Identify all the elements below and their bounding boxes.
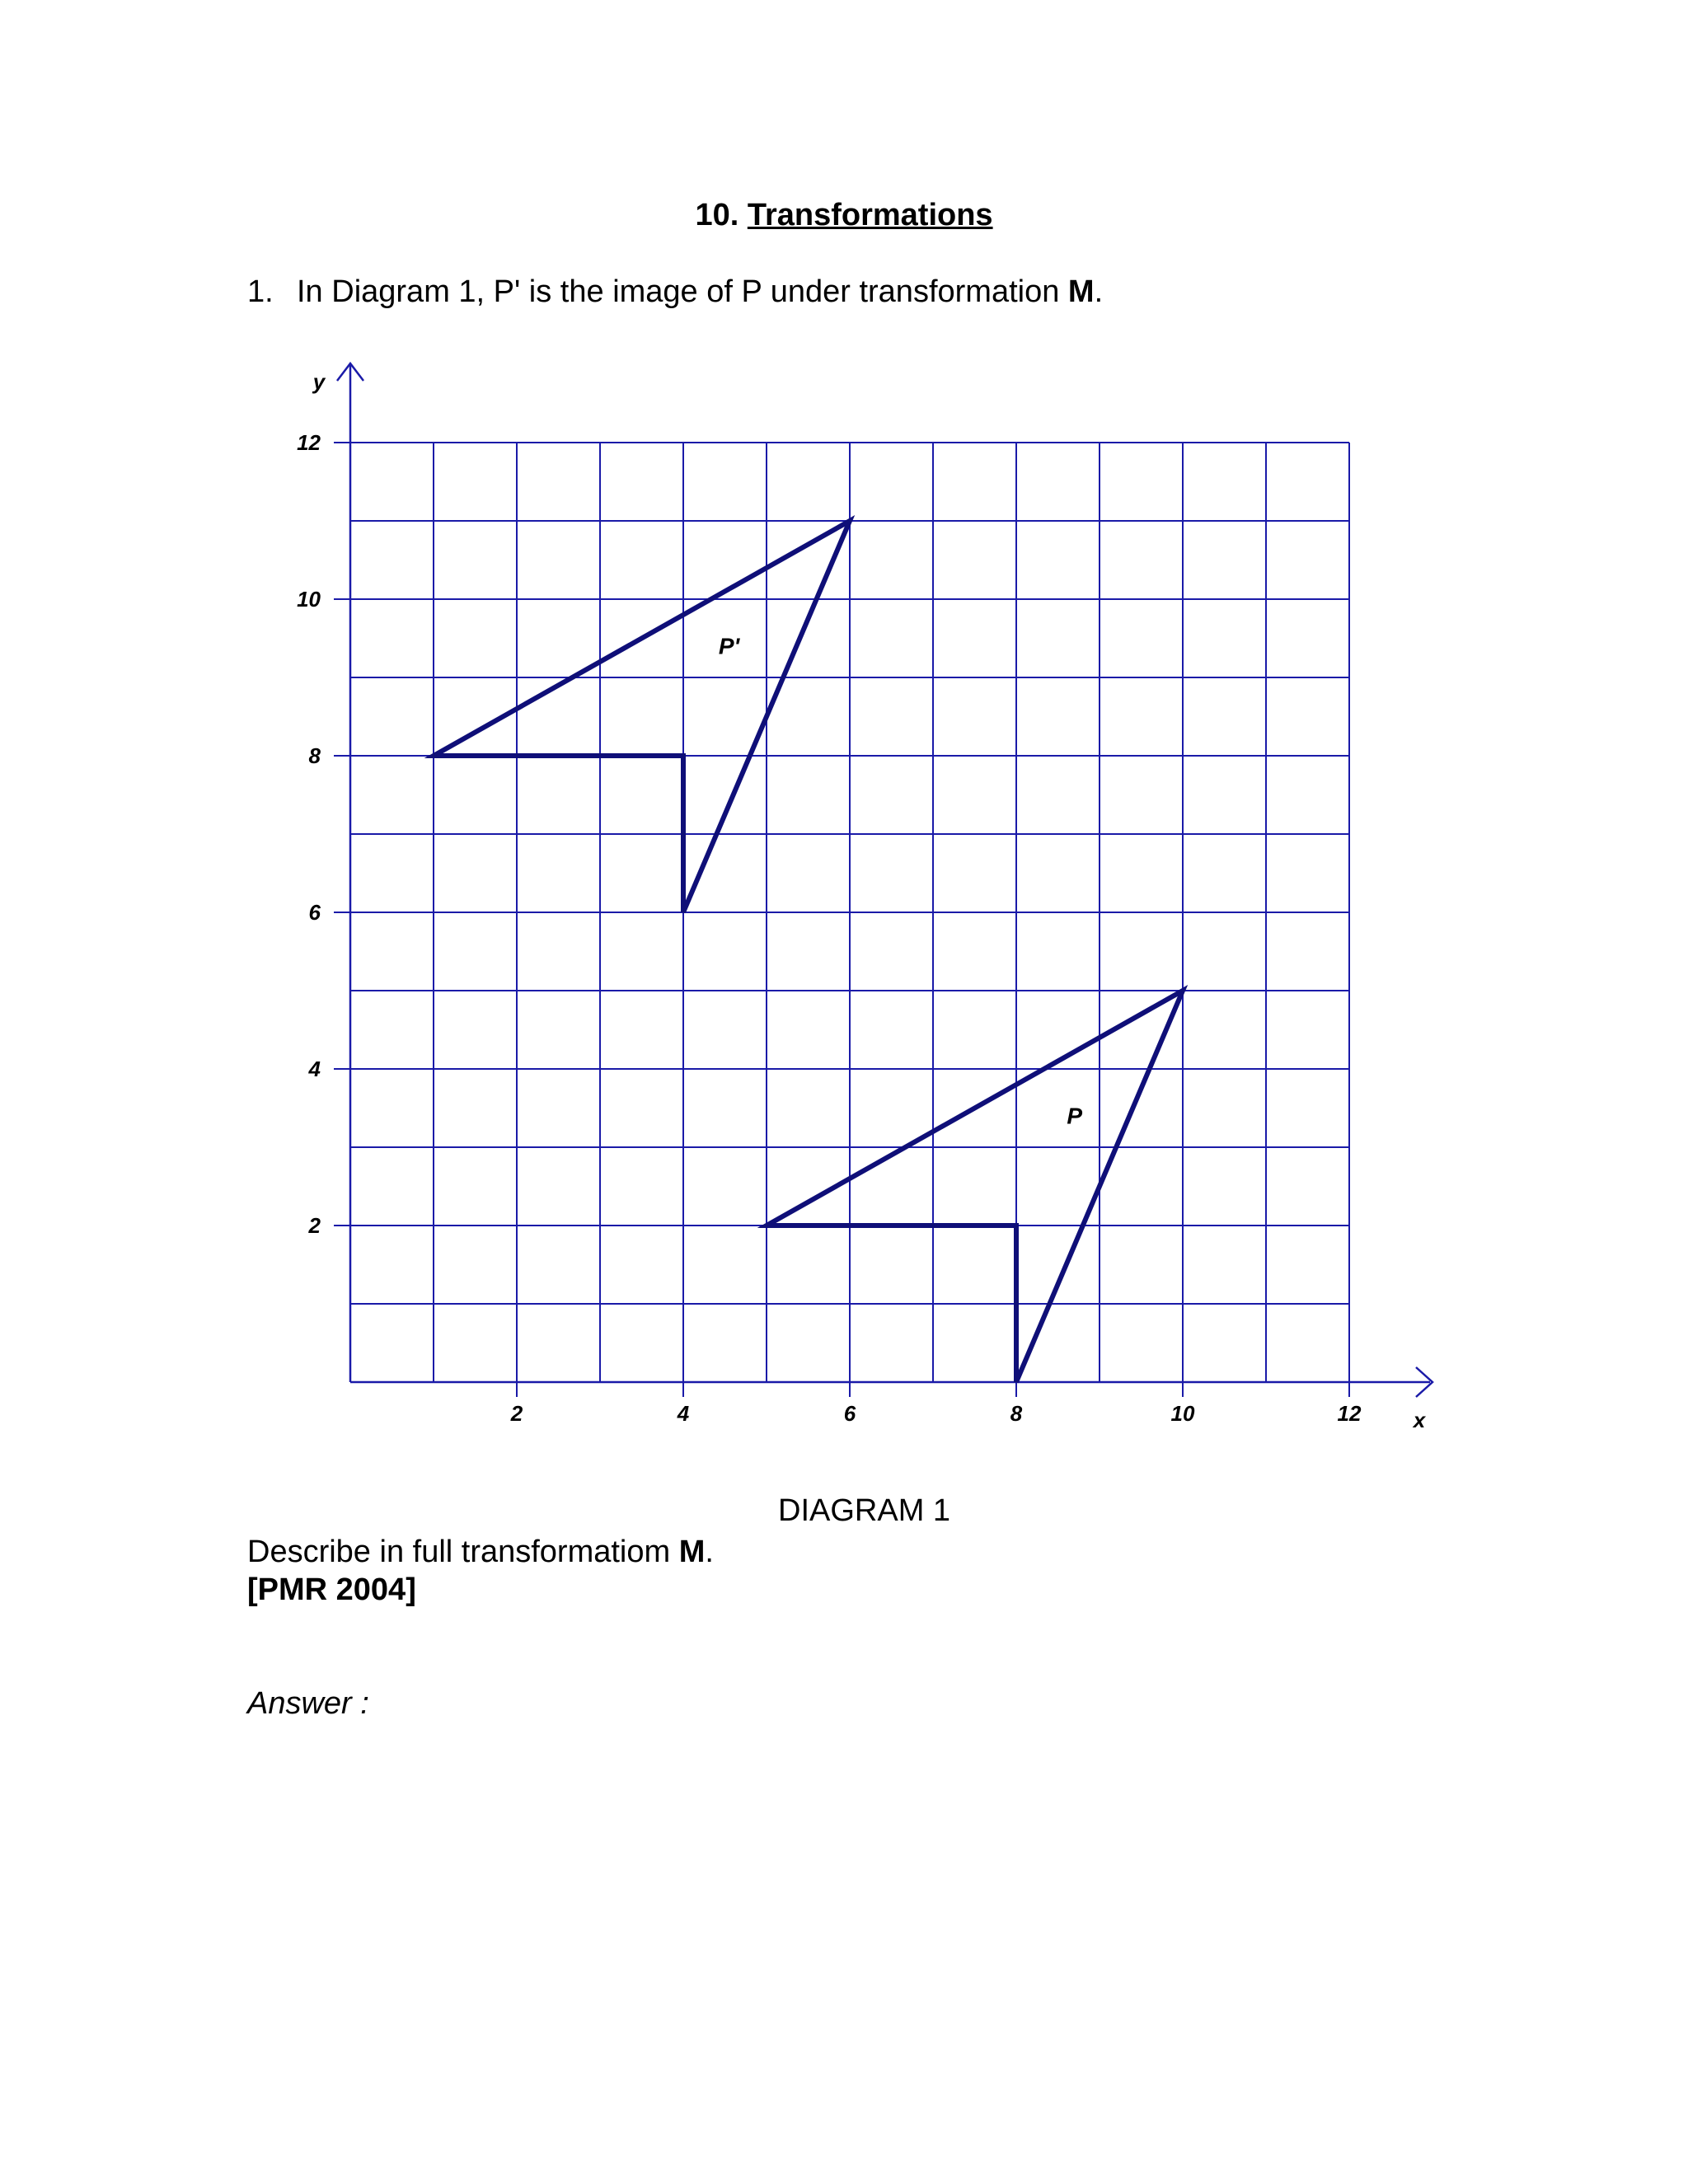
question-transformation-name: M: [1067, 274, 1095, 309]
task-period: .: [705, 1535, 714, 1569]
y-tick-label: 12: [297, 430, 321, 455]
question-period: .: [1094, 274, 1104, 309]
shape-p-prime: [434, 521, 850, 912]
question-text: In Diagram 1, P' is the image of P under transformation: [297, 274, 1068, 309]
y-tick-label: 2: [308, 1213, 321, 1238]
x-tick-label: 4: [677, 1401, 690, 1426]
shape-p-label: P: [1067, 1103, 1083, 1129]
y-axis-label: y: [312, 369, 326, 394]
exam-source: [PMR 2004]: [247, 1572, 416, 1607]
x-tick-label: 10: [1170, 1401, 1195, 1426]
task-transformation-name: M: [678, 1535, 706, 1569]
y-tick-label: 10: [297, 587, 321, 612]
x-axis-label: x: [1413, 1408, 1426, 1432]
task-text: [247, 1533, 714, 1571]
answer-label: Answer :: [247, 1686, 369, 1721]
question-number: 1.: [247, 274, 274, 309]
shape-p: [767, 991, 1183, 1382]
task-instruction: [247, 1533, 714, 1609]
section-number: 10.: [695, 198, 739, 232]
shape-p-prime-label: P': [718, 633, 740, 659]
y-tick-label: 6: [308, 900, 321, 925]
y-tick-label: 8: [308, 743, 321, 768]
x-tick-label: 2: [510, 1401, 523, 1426]
task-text-main: Describe in full transformatiom: [247, 1535, 679, 1569]
x-tick-label: 8: [1010, 1401, 1023, 1426]
section-heading: Transformations: [747, 198, 993, 232]
x-tick-label: 12: [1337, 1401, 1362, 1426]
y-tick-label: 4: [308, 1057, 321, 1081]
diagram-caption: DIAGRAM 1: [778, 1493, 951, 1528]
x-tick-label: 6: [843, 1401, 856, 1426]
